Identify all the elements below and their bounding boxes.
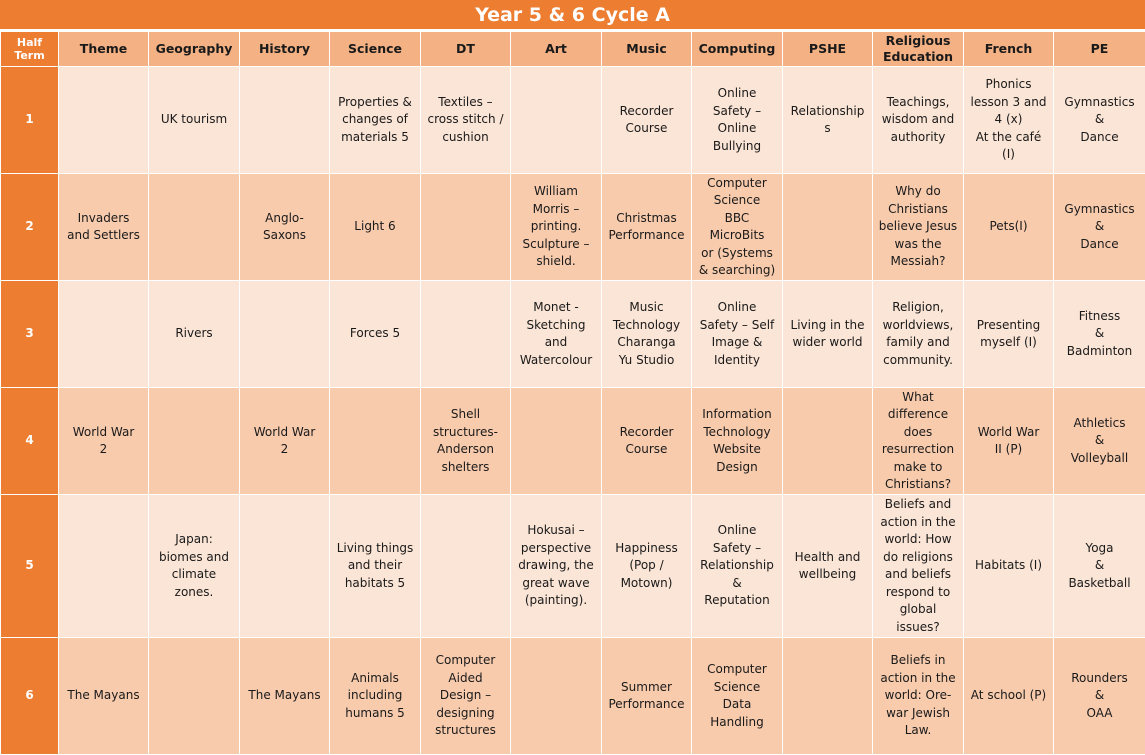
cell-theme: The Mayans <box>59 638 149 755</box>
cell-pe: Rounders & OAA <box>1054 638 1145 755</box>
cell-pshe: Living in the wider world <box>783 281 873 388</box>
curriculum-table <box>0 31 1145 755</box>
column-header-theme: Theme <box>59 32 149 67</box>
header-row <box>1 32 1145 67</box>
cell-geography: Japan: biomes and climate zones. <box>149 495 240 638</box>
cell-history <box>240 67 330 174</box>
cell-religious-education: Why do Christians believe Jesus was the Messiah? <box>873 174 964 281</box>
cell-art: Hokusai – perspective drawing, the great wave (painting). <box>511 495 602 638</box>
page-title: Year 5 & 6 Cycle A <box>0 0 1145 31</box>
column-header-pshe: PSHE <box>783 32 873 67</box>
cell-theme <box>59 67 149 174</box>
term-row <box>1 638 1145 755</box>
cell-music: Happiness (Pop / Motown) <box>602 495 692 638</box>
half-term-number: 6 <box>1 638 59 755</box>
half-term-number: 5 <box>1 495 59 638</box>
cell-dt <box>421 281 511 388</box>
half-term-number: 2 <box>1 174 59 281</box>
cell-religious-education: Beliefs and action in the world: How do religions and beliefs respond to global issues? <box>873 495 964 638</box>
cell-science: Living things and their habitats 5 <box>330 495 421 638</box>
cell-dt <box>421 174 511 281</box>
column-header-pe: PE <box>1054 32 1145 67</box>
column-header-computing: Computing <box>692 32 783 67</box>
term-row <box>1 388 1145 495</box>
cell-dt: Computer Aided Design – designing structures <box>421 638 511 755</box>
cell-theme: World War 2 <box>59 388 149 495</box>
cell-science: Animals including humans 5 <box>330 638 421 755</box>
cell-pshe <box>783 388 873 495</box>
cell-pe: Athletics & Volleyball <box>1054 388 1145 495</box>
cell-dt: Textiles – cross stitch / cushion <box>421 67 511 174</box>
half-term-number: 3 <box>1 281 59 388</box>
cell-computing: Information Technology Website Design <box>692 388 783 495</box>
cell-computing: Online Safety – Relationship & Reputation <box>692 495 783 638</box>
column-header-science: Science <box>330 32 421 67</box>
cell-art <box>511 388 602 495</box>
cell-french: World War II (P) <box>964 388 1054 495</box>
column-header-dt: DT <box>421 32 511 67</box>
column-header-music: Music <box>602 32 692 67</box>
cell-geography <box>149 388 240 495</box>
cell-history <box>240 281 330 388</box>
term-row <box>1 67 1145 174</box>
cell-science: Properties & changes of materials 5 <box>330 67 421 174</box>
cell-computing: Online Safety – Online Bullying <box>692 67 783 174</box>
cell-geography: UK tourism <box>149 67 240 174</box>
cell-pe: Gymnastics & Dance <box>1054 67 1145 174</box>
cell-pshe <box>783 638 873 755</box>
cell-pshe <box>783 174 873 281</box>
cell-french: Pets(I) <box>964 174 1054 281</box>
term-row <box>1 495 1145 638</box>
column-header-half-term: Half Term <box>1 32 59 67</box>
cell-art <box>511 67 602 174</box>
cell-religious-education: What difference does resurrection make to Christians? <box>873 388 964 495</box>
cell-geography: Rivers <box>149 281 240 388</box>
cell-french: Presenting myself (I) <box>964 281 1054 388</box>
cell-science: Forces 5 <box>330 281 421 388</box>
cell-computing: Computer Science BBC MicroBits or (Systems & searching) <box>692 174 783 281</box>
cell-pe: Fitness & Badminton <box>1054 281 1145 388</box>
cell-music: Summer Performance <box>602 638 692 755</box>
cell-pshe: Health and wellbeing <box>783 495 873 638</box>
cell-science <box>330 388 421 495</box>
cell-religious-education: Religion, worldviews, family and community. <box>873 281 964 388</box>
cell-religious-education: Beliefs in action in the world: Ore- war Jewish Law. <box>873 638 964 755</box>
column-header-art: Art <box>511 32 602 67</box>
cell-history: Anglo- Saxons <box>240 174 330 281</box>
cell-french: Habitats (I) <box>964 495 1054 638</box>
cell-art <box>511 638 602 755</box>
cell-geography <box>149 174 240 281</box>
cell-pe: Yoga & Basketball <box>1054 495 1145 638</box>
cell-music: Music Technology Charanga Yu Studio <box>602 281 692 388</box>
cell-music: Recorder Course <box>602 67 692 174</box>
cell-dt: Shell structures- Anderson shelters <box>421 388 511 495</box>
column-header-history: History <box>240 32 330 67</box>
cell-dt <box>421 495 511 638</box>
column-header-french: French <box>964 32 1054 67</box>
cell-music: Recorder Course <box>602 388 692 495</box>
cell-computing: Computer Science Data Handling <box>692 638 783 755</box>
cell-history: The Mayans <box>240 638 330 755</box>
term-row <box>1 281 1145 388</box>
cell-pe: Gymnastics & Dance <box>1054 174 1145 281</box>
half-term-number: 1 <box>1 67 59 174</box>
cell-religious-education: Teachings, wisdom and authority <box>873 67 964 174</box>
cell-theme <box>59 281 149 388</box>
column-header-religious-education: Religious Education <box>873 32 964 67</box>
cell-french: At school (P) <box>964 638 1054 755</box>
cell-geography <box>149 638 240 755</box>
cell-art: Monet - Sketching and Watercolour <box>511 281 602 388</box>
cell-art: William Morris – printing. Sculpture – shield. <box>511 174 602 281</box>
half-term-number: 4 <box>1 388 59 495</box>
cell-music: Christmas Performance <box>602 174 692 281</box>
cell-science: Light 6 <box>330 174 421 281</box>
cell-theme: Invaders and Settlers <box>59 174 149 281</box>
term-row <box>1 174 1145 281</box>
cell-french: Phonics lesson 3 and 4 (x) At the café (I) <box>964 67 1054 174</box>
cell-history <box>240 495 330 638</box>
cell-theme <box>59 495 149 638</box>
cell-history: World War 2 <box>240 388 330 495</box>
column-header-geography: Geography <box>149 32 240 67</box>
cell-computing: Online Safety – Self Image & Identity <box>692 281 783 388</box>
cell-pshe: Relationship s <box>783 67 873 174</box>
